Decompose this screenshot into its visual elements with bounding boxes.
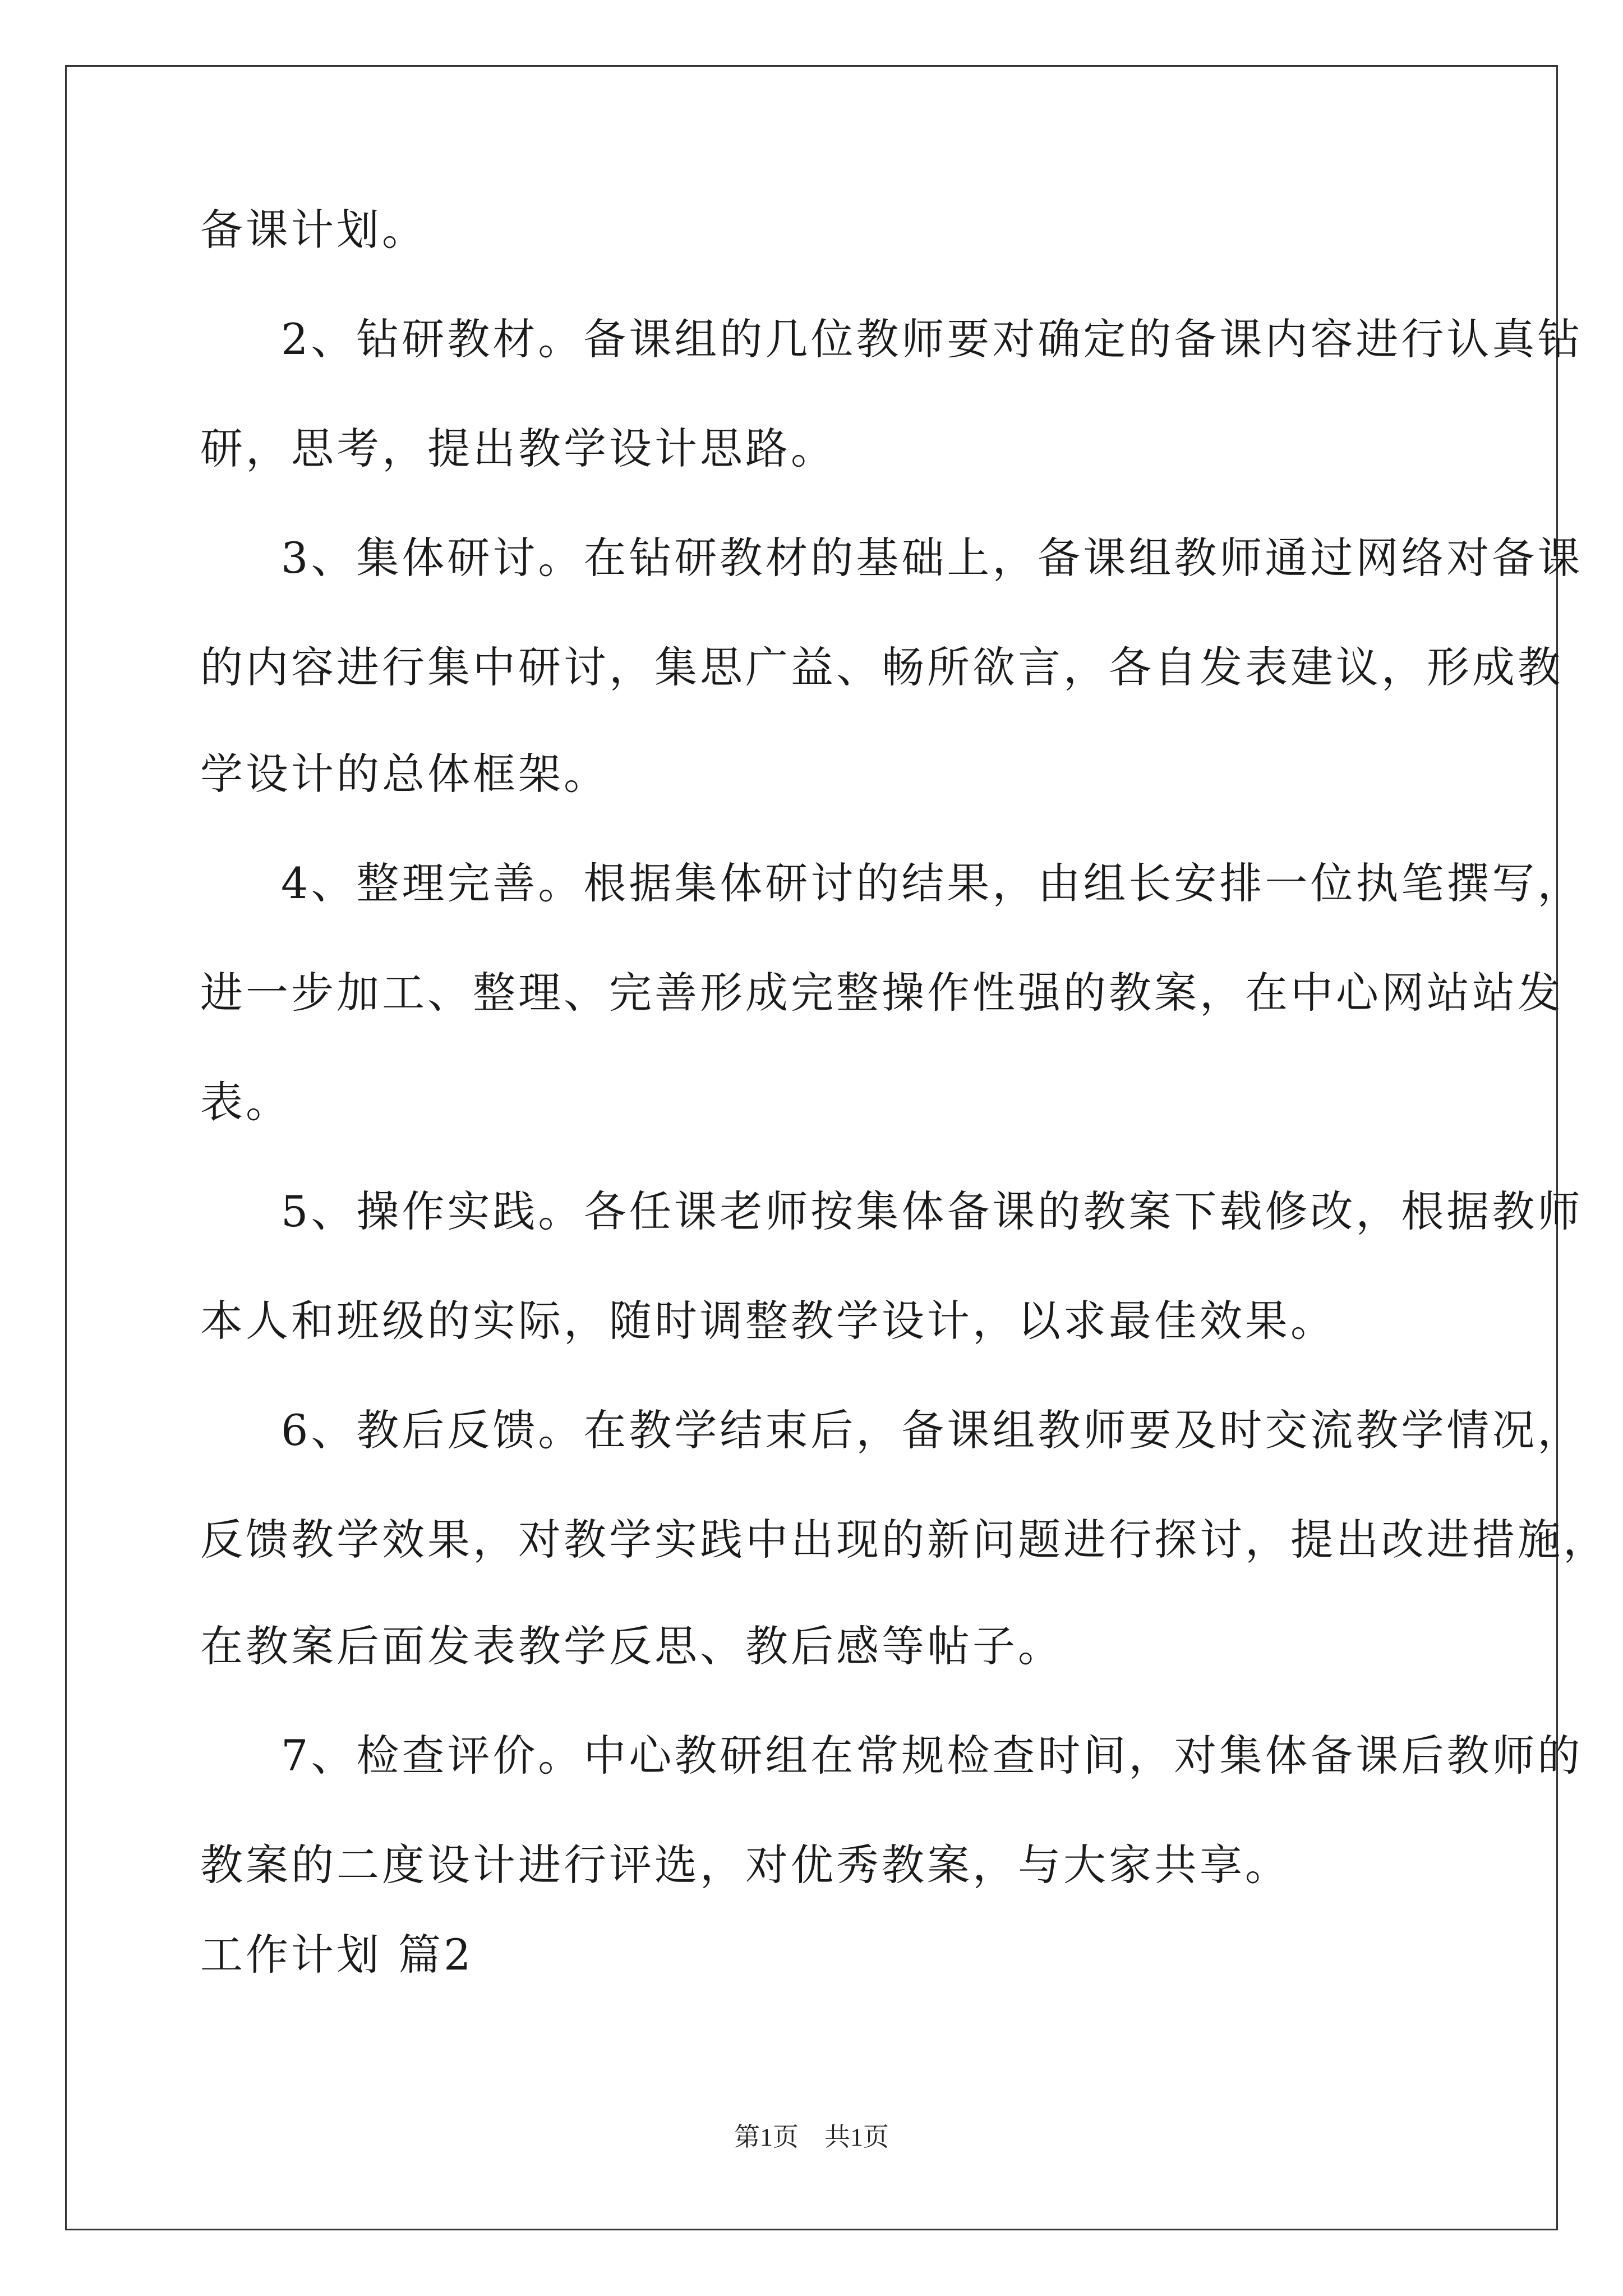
text-line: 备课计划。 [200, 205, 427, 255]
paragraph-3-line-3: 学设计的总体框架。 [200, 749, 609, 799]
paragraph-7-line-2: 教案的二度设计进行评选，对优秀教案，与大家共享。 [200, 1840, 1290, 1890]
paragraph-4-line-1: 4、整理完善。根据集体研讨的结果，由组长安排一位执笔撰写， [281, 858, 1583, 908]
paragraph-7-line-1: 7、检查评价。中心教研组在常规检查时间，对集体备课后教师的 [281, 1731, 1583, 1780]
paragraph-4-line-3: 表。 [200, 1077, 291, 1127]
paragraph-6-line-1: 6、教后反馈。在教学结束后，备课组教师要及时交流教学情况， [281, 1405, 1583, 1455]
paragraph-3-line-2: 的内容进行集中研讨，集思广益、畅所欲言，各自发表建议，形成教 [200, 642, 1563, 692]
paragraph-2-line-2: 研，思考，提出教学设计思路。 [200, 424, 836, 473]
paragraph-3-line-1: 3、集体研讨。在钻研教材的基础上，备课组教师通过网络对备课 [281, 533, 1583, 583]
page-number-footer: 第1页 共1页 [734, 2123, 889, 2151]
paragraph-2-line-1: 2、钻研教材。备课组的几位教师要对确定的备课内容进行认真钻 [281, 314, 1583, 364]
page-border [65, 65, 1558, 2230]
paragraph-6-line-3: 在教案后面发表教学反思、教后感等帖子。 [200, 1621, 1063, 1671]
paragraph-4-line-2: 进一步加工、整理、完善形成完整操作性强的教案，在中心网站站发 [200, 968, 1563, 1018]
section-heading: 工作计划 篇2 [200, 1930, 474, 1980]
paragraph-5-line-2: 本人和班级的实际，随时调整教学设计，以求最佳效果。 [200, 1296, 1336, 1346]
paragraph-6-line-2: 反馈教学效果，对教学实践中出现的新问题进行探讨，提出改进措施， [200, 1515, 1608, 1565]
paragraph-5-line-1: 5、操作实践。各任课老师按集体备课的教案下载修改，根据教师 [281, 1186, 1583, 1236]
